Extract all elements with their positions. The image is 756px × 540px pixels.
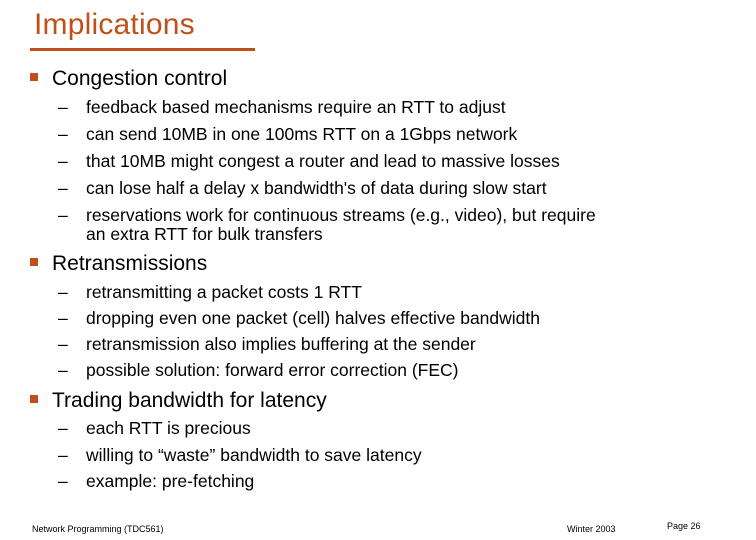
- section-heading-congestion: Congestion control: [30, 67, 227, 91]
- section-heading-trading: Trading bandwidth for latency: [30, 389, 327, 413]
- list-item-continuation: an extra RTT for bulk transfers: [86, 224, 323, 244]
- square-bullet-icon: [30, 73, 38, 81]
- footer-course: Network Programming (TDC561): [32, 524, 164, 534]
- section-heading-retransmissions: Retransmissions: [30, 252, 207, 276]
- square-bullet-icon: [30, 395, 38, 403]
- footer-term: Winter 2003: [567, 524, 616, 534]
- square-bullet-icon: [30, 258, 38, 266]
- slide-title: Implications: [34, 8, 195, 41]
- footer-page-number: Page 26: [667, 521, 701, 531]
- title-underline: [30, 48, 255, 51]
